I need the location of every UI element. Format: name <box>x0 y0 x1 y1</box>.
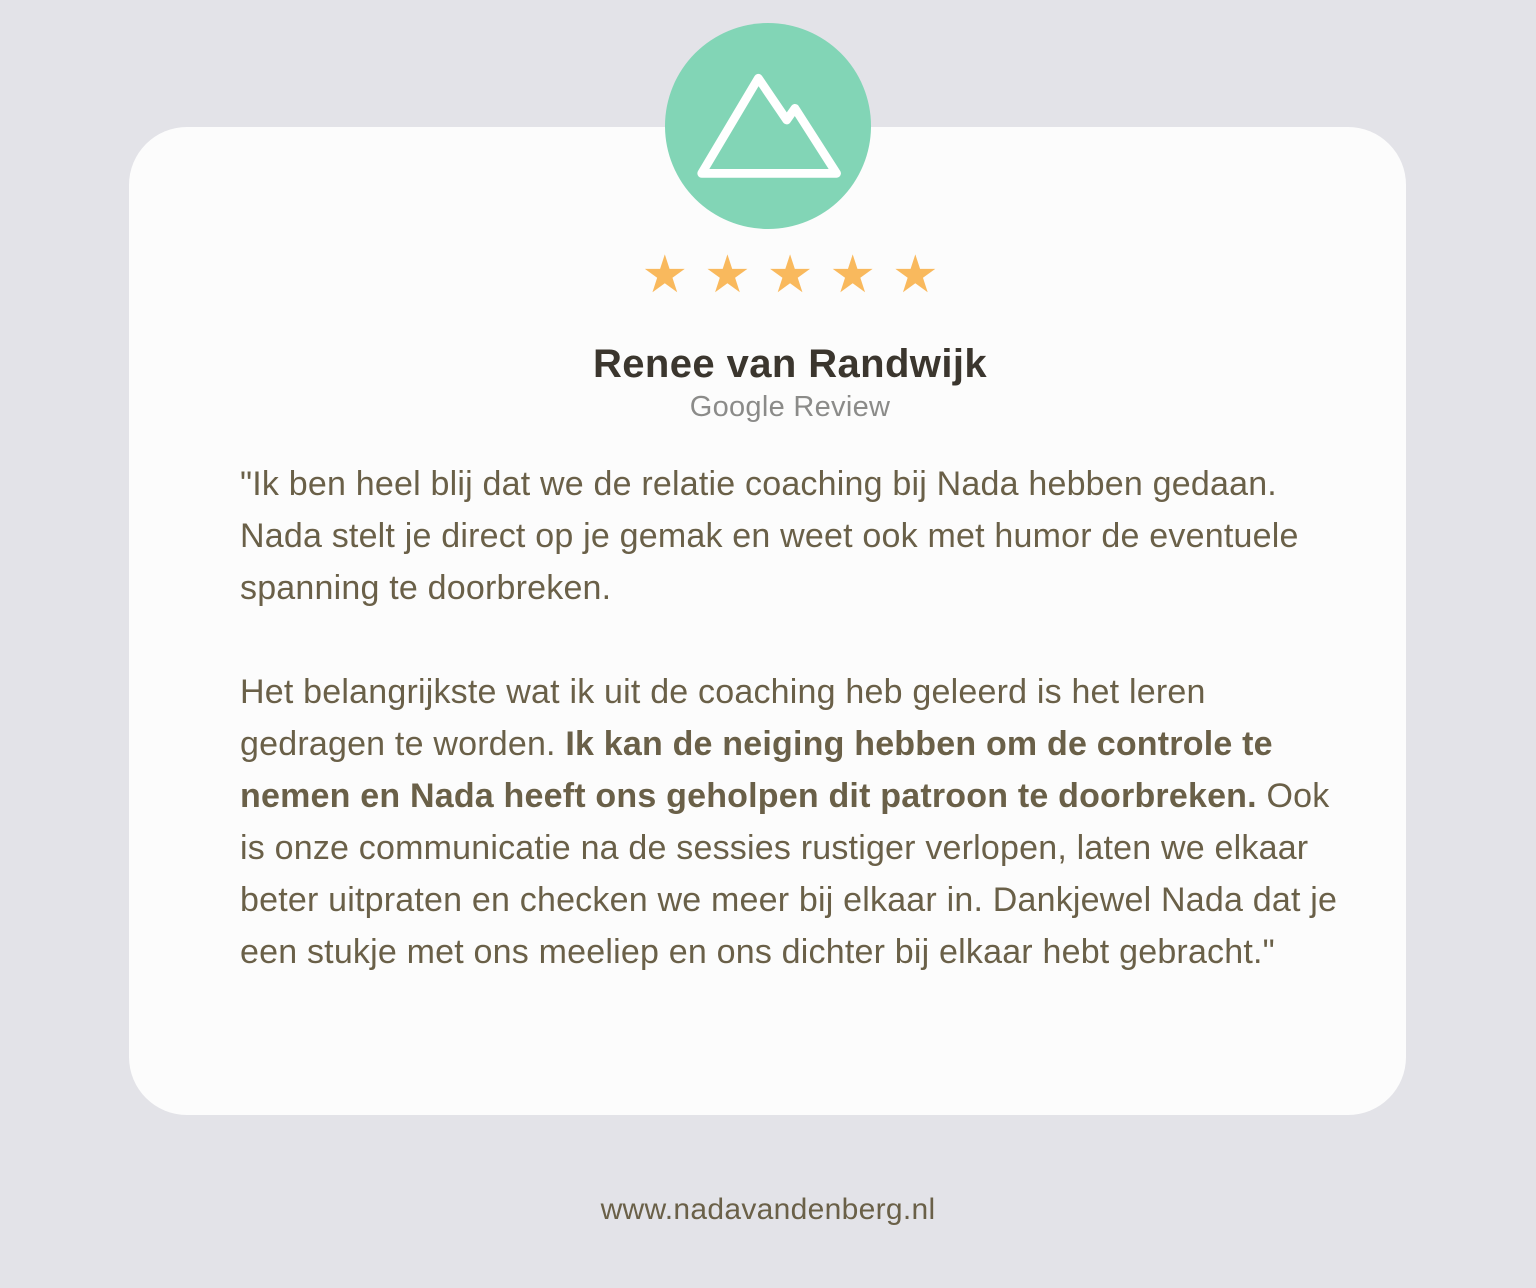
review-paragraph-2-bold: Ik kan de neiging hebben om de controle te nemen en Nada heeft ons geholpen dit patroon te doorbreken. <box>240 725 1273 815</box>
review-paragraph-2-regular-start: Het belangrijkste wat ik uit de coaching heb geleerd is het leren gedragen te worden. <box>240 673 1206 763</box>
testimonial-card <box>129 127 1406 1115</box>
star-icon: ★ <box>766 245 814 305</box>
website-url: www.nadavandenberg.nl <box>600 1193 936 1226</box>
reviewer-name: Renee van Randwijk <box>593 342 987 386</box>
star-icon: ★ <box>829 245 876 305</box>
review-paragraph-2-regular-end: Ook is onze communicatie na de sessies rustiger verlopen, laten we elkaar beter uitpraten en checken we meer bij elkaar in. Dankjewel Nada dat je een stukje met ons meeliep en ons dichter bij elkaar hebt gebracht." <box>240 777 1338 971</box>
star-icon: ★ <box>704 245 751 305</box>
review-paragraph-1: "Ik ben heel blij dat we de relatie coaching bij Nada hebben gedaan. Nada stelt je direct op je gemak en weet ook met humor de eventuele spanning te doorbreken. <box>240 465 1299 607</box>
mountain-icon <box>665 23 871 229</box>
review-paragraph-2 <box>240 666 1340 978</box>
star-icon: ★ <box>641 245 689 305</box>
review-source-label: Google Review <box>689 391 891 423</box>
star-rating <box>240 245 1340 305</box>
review-text <box>240 458 1340 978</box>
star-icon: ★ <box>891 245 939 305</box>
brand-logo <box>665 23 871 229</box>
